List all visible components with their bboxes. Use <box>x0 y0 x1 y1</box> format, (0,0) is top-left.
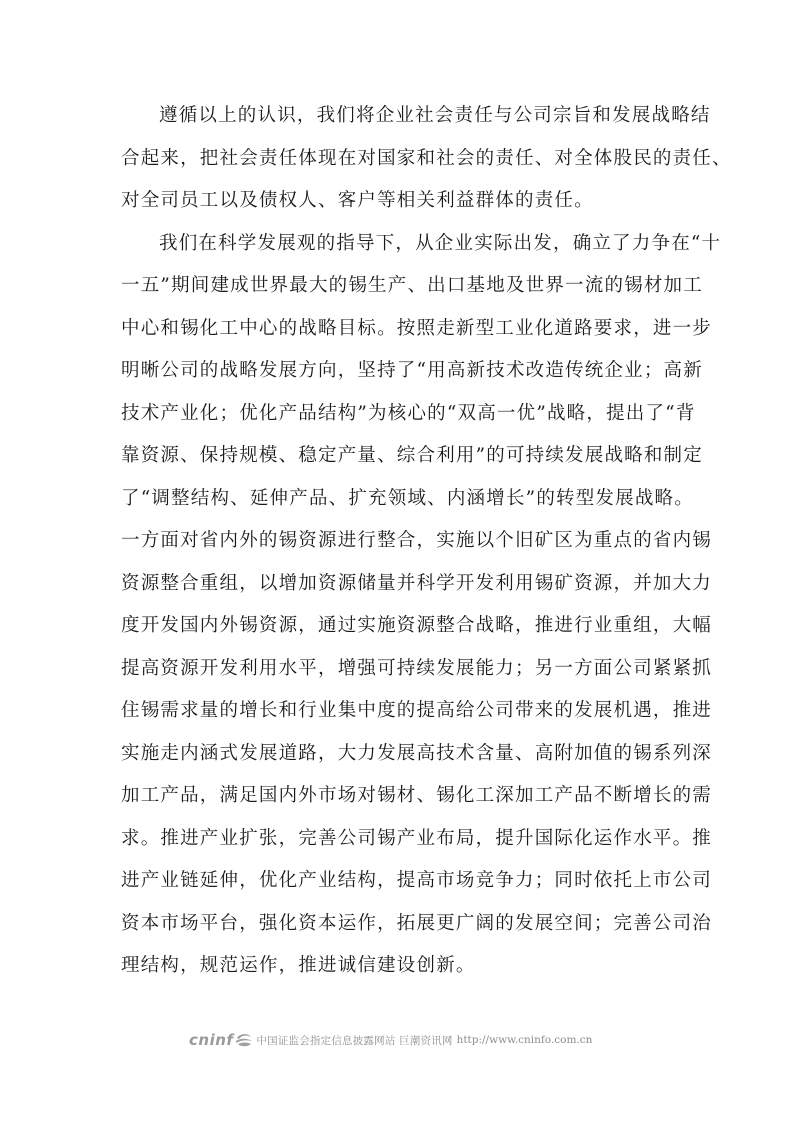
paragraph-2-line-11: 提高资源开发利用水平，增强可持续发展能力；另一方面公司紧紧抓 <box>121 658 713 679</box>
paragraph-1-line-1: 遵循以上的认识，我们将企业社会责任与公司宗旨和发展战略结 <box>159 105 711 126</box>
cninfo-swirl-icon <box>235 1032 253 1048</box>
paragraph-2-line-1: 我们在科学发展观的指导下，从企业实际出发，确立了力争在“十 <box>159 233 722 254</box>
paragraph-2-line-2: 一五”期间建成世界最大的锡生产、出口基地及世界一流的锡材加工 <box>121 275 703 296</box>
paragraph-2-line-18: 理结构，规范运作，推进诚信建设创新。 <box>121 955 476 976</box>
paragraph-2-line-13: 实施走内涵式发展道路，大力发展高技术含量、高附加值的锡系列深 <box>121 743 713 764</box>
paragraph-2-line-5: 技术产业化；优化产品结构”为核心的“双高一优”战略，提出了“背 <box>121 403 696 424</box>
paragraph-2-line-4: 明晰公司的战略发展方向，坚持了“用高新技术改造传统企业；高新 <box>121 360 703 381</box>
paragraph-2-line-14: 加工产品，满足国内外市场对锡材、锡化工深加工产品不断增长的需 <box>121 785 713 806</box>
paragraph-1-line-3: 对全司员工以及债权人、客户等相关利益群体的责任。 <box>121 190 594 211</box>
paragraph-2-line-16: 进产业链延伸，优化产业结构，提高市场竞争力；同时依托上市公司 <box>121 870 713 891</box>
paragraph-2-line-6: 靠资源、保持规模、稳定产量、综合利用”的可持续发展战略和制定 <box>121 445 703 466</box>
paragraph-2-line-8: 一方面对省内外的锡资源进行整合，实施以个旧矿区为重点的省内锡 <box>121 530 713 551</box>
footer-url[interactable]: http://www.cninfo.com.cn <box>456 1034 593 1046</box>
paragraph-2-line-3: 中心和锡化工中心的战略目标。按照走新型工业化道路要求，进一步 <box>121 318 713 339</box>
paragraph-2-line-12: 住锡需求量的增长和行业集中度的提高给公司带来的发展机遇，推进 <box>121 700 713 721</box>
paragraph-2-line-15: 求。推进产业扩张，完善公司锡产业布局，提升国际化运作水平。推 <box>121 828 713 849</box>
footer-site-text: 中国证监会指定信息披露网站 巨潮资讯网 <box>256 1034 453 1047</box>
paragraph-1-line-2: 合起来，把社会责任体现在对国家和社会的责任、对全体股民的责任、 <box>121 148 732 169</box>
paragraph-2-line-10: 度开发国内外锡资源，通过实施资源整合战略，推进行业重组，大幅 <box>121 615 713 636</box>
footer-brand: cninf <box>189 1031 234 1049</box>
paragraph-2-line-7: 了“调整结构、延伸产品、扩充领域、内涵增长”的转型发展战略。 <box>121 488 694 509</box>
paragraph-2-line-9: 资源整合重组，以增加资源储量并科学开发利用锡矿资源，并加大力 <box>121 573 713 594</box>
page-footer <box>189 1030 592 1050</box>
paragraph-2-line-17: 资本市场平台，强化资本运作，拓展更广阔的发展空间；完善公司治 <box>121 913 713 934</box>
